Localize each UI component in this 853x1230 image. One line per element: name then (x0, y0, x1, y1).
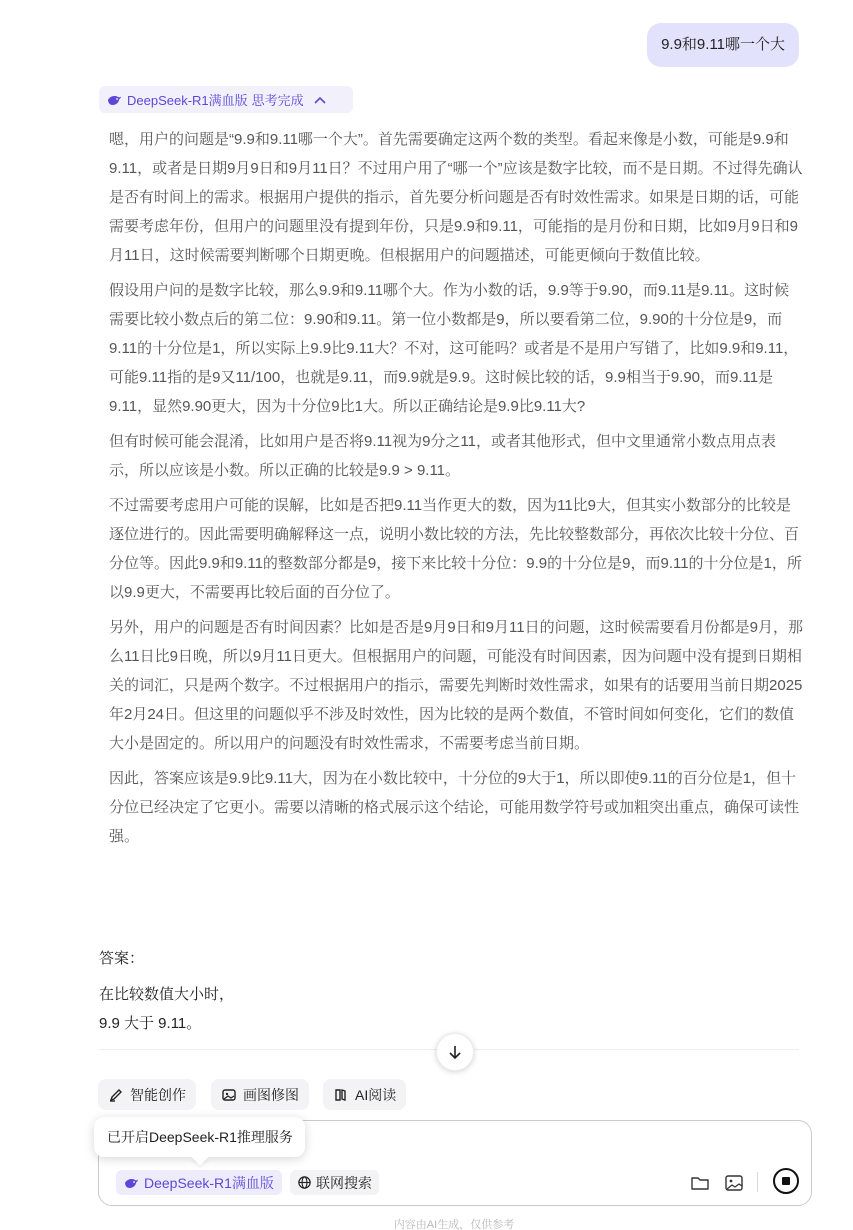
image-edit-button[interactable] (211, 1079, 309, 1110)
thinking-paragraph: 假设用户问的是数字比较，那么9.9和9.11哪个大。作为小数的话，9.9等于9.90，而9.11是9.11。这时候需要比较小数点后的第二位：9.90和9.11。第一位小数都是9，所以要看第二位，9.90的十分位是9，而9.11的十分位是1，所以实际上9.9比9.11大？不对，这可能吗？或者是不是用户写错了，比如9.9和9.11，可能9.11指的是9又11/100，也就是9.11，而9.9就是9.9。这时候比较的话，9.9相当于9.90，而9.11是9.11，显然9.90更大，因为十分位9比1大。所以正确结论是9.9比9.11大? (109, 282, 799, 415)
stop-button[interactable] (773, 1168, 799, 1194)
divider (757, 1172, 758, 1192)
answer-heading: 答案： (99, 950, 145, 967)
thinking-model-label: DeepSeek-R1满血版 (127, 93, 248, 108)
whale-icon (107, 93, 123, 107)
smart-create-button[interactable] (98, 1079, 196, 1110)
answer-line: 9.9 大于 9.11。 (99, 1015, 202, 1032)
thinking-content (109, 125, 803, 857)
thinking-paragraph: 另外，用户的问题是否有时间因素？比如是否是9月9日和9月11日的问题，这时候需要看月份都是9月，那么11日比9日晚，所以9月11日更大。但根据用户的问题，可能没有时间因素，因为问题中没有提到日期相关的词汇，只是两个数字。不过根据用户的指示，需要先判断时效性需求，如果有的话要用当前日期2025年2月24日。但这里的问题似乎不涉及时效性，因为比较的是两个数值，不管时间如何变化，它们的数值大小是固定的。所以用户的问题没有时效性需求，不需要考虑当前日期。 (109, 619, 803, 752)
tooltip (94, 1117, 305, 1157)
ai-read-button[interactable] (323, 1079, 406, 1110)
thinking-paragraph: 因此，答案应该是9.9比9.11大，因为在小数比较中，十分位的9大于1，所以即使9.11的百分位是1，但十分位已经决定了它更小。需要以清晰的格式展示这个结论，可能用数学符号或加粗突出重点，确保可读性强。 (109, 770, 800, 845)
answer-line: 在比较数值大小时， (99, 986, 235, 1003)
image-edit-label: 画图修图 (243, 1086, 299, 1103)
book-icon (333, 1087, 355, 1103)
web-search-toggle[interactable] (290, 1170, 379, 1195)
ai-read-label: AI阅读 (355, 1086, 397, 1103)
footer-disclaimer: 内容由AI生成，仅供参考 (393, 1219, 515, 1230)
pen-icon (108, 1087, 130, 1103)
folder-icon[interactable] (689, 1172, 711, 1194)
image-upload-icon[interactable] (723, 1172, 745, 1194)
arrow-down-icon (447, 1044, 463, 1060)
thinking-toggle[interactable] (99, 86, 353, 113)
thinking-status-label: 思考完成 (251, 93, 304, 108)
image-icon (221, 1087, 243, 1103)
thinking-paragraph: 但有时候可能会混淆，比如用户是否将9.11视为9分之11，或者其他形式，但中文里通常小数点用点表示，所以应该是小数。所以正确的比较是9.9 > 9.11。 (109, 433, 776, 479)
thinking-paragraph: 不过需要考虑用户可能的误解，比如是否把9.11当作更大的数，因为11比9大，但其实小数部分的比较是逐位进行的。因此需要明确解释这一点，说明小数比较的方法，先比较整数部分，再依次比较十分位、百分位等。因此9.9和9.11的整数部分都是9，接下来比较十分位：9.9的十分位是9，而9.11的十分位是1，所以9.9更大，不需要再比较后面的百分位了。 (109, 497, 802, 601)
user-message-text: 9.9和9.11哪一个大 (661, 36, 785, 53)
scroll-to-bottom-button[interactable] (436, 1033, 474, 1071)
thinking-paragraph: 嗯，用户的问题是“9.9和9.11哪一个大”。首先需要确定这两个数的类型。看起来像是小数，可能是9.9和9.11，或者是日期9月9日和9月11日？不过用户用了“哪一个”应该是数字比较，而不是日期。不过得先确认是否有时间上的需求。根据用户提供的指示，首先要分析问题是否有时效性需求。如果是日期的话，可能需要考虑年份，但用户的问题里没有提到年份，只是9.9和9.11，可能指的是月份和日期，比如9月9日和9月11日，这时候需要判断哪个日期更晚。但根据用户的问题描述，可能更倾向于数值比较。 (109, 131, 803, 264)
user-message-bubble (647, 23, 799, 67)
stop-icon (782, 1177, 790, 1185)
tooltip-text: 已开启DeepSeek-R1推理服务 (107, 1129, 293, 1145)
globe-icon (297, 1175, 316, 1190)
model-select-chip[interactable] (116, 1170, 282, 1195)
whale-icon (124, 1176, 144, 1190)
model-chip-label: DeepSeek-R1满血版 (144, 1174, 274, 1191)
web-search-label: 联网搜索 (316, 1174, 372, 1191)
chevron-up-icon (314, 96, 326, 104)
smart-create-label: 智能创作 (130, 1086, 186, 1103)
